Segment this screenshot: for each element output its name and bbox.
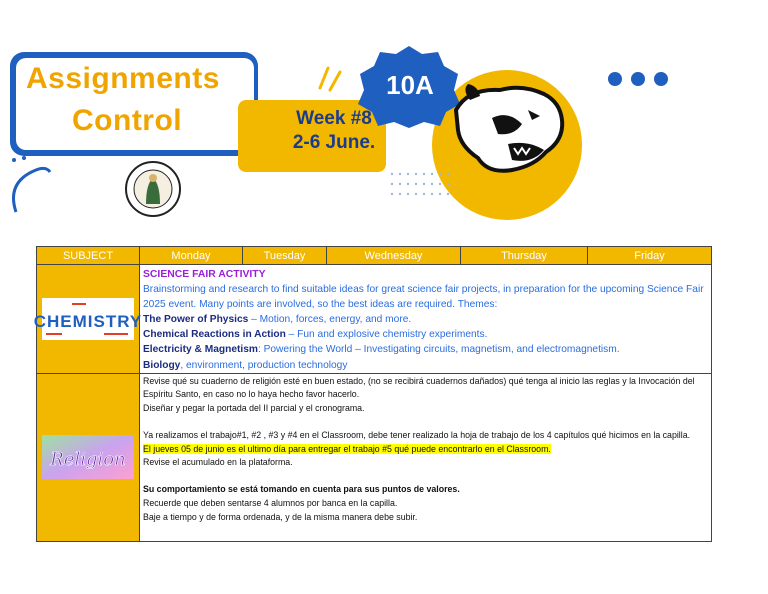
religion-line-7: Recuerde que deben sentarse 4 alumnos por banca en la capilla. [143, 498, 398, 508]
religion-logo [42, 435, 134, 479]
decorative-dot-grid-icon [388, 170, 460, 206]
religion-line-8: Baje a tiempo y de forma ordenada, y de la misma manera debe subir. [143, 511, 418, 522]
decorative-slashes-icon [316, 62, 346, 92]
header-friday: Friday [588, 247, 712, 265]
header-wednesday: Wednesday [327, 247, 461, 265]
decorative-dots-icon [606, 70, 670, 88]
chemistry-logo [33, 298, 143, 340]
assignments-table [33, 246, 712, 542]
table-row-religion [37, 373, 712, 541]
bear-mascot-icon [448, 80, 566, 176]
group-label: 10A [386, 70, 434, 100]
week-dates: 2-6 June. [292, 132, 376, 153]
religion-line-5: Revise el acumulado en la plataforma. [143, 457, 293, 468]
chemistry-theme-1: The Power of Physics – Motion, forces, energy, and more. [143, 314, 412, 326]
religion-logo-text: Religion [50, 449, 126, 471]
religion-content [140, 373, 712, 541]
religion-line-3: Ya realizamos el trabajo#1, #2 , #3 y #4 en el Classroom, debe tener realizado la hoja de trabajo de los 4 capítulos qué hicimos en la capilla. [143, 430, 691, 441]
header-subject: SUBJECT [37, 247, 140, 265]
week-number: Week #8 [296, 108, 372, 129]
page-title-line2: Control [72, 104, 183, 137]
subject-cell-chemistry [33, 265, 143, 374]
chemistry-activity-title: SCIENCE FAIR ACTIVITY [143, 269, 266, 280]
chemistry-theme-3: Electricity & Magnetism: Powering the World – Investigating circuits, magnetism, and electromagnetism. [143, 344, 620, 356]
chemistry-logo-text: CHEMISTRY [33, 311, 143, 331]
chemistry-intro: Brainstorming and research to find suitable ideas for great science fair projects, in preparation for the upcoming Science Fair 2025 event. Many points are involved, so the best ideas are required. Themes: [143, 284, 704, 311]
header-monday: Monday [140, 247, 243, 265]
chemistry-theme-4: Biology, environment, production technology [143, 359, 348, 371]
table-header-row [37, 247, 712, 265]
chemistry-theme-2: Chemical Reactions in Action – Fun and explosive chemistry experiments. [143, 329, 488, 341]
header-tuesday: Tuesday [243, 247, 327, 265]
religion-line-4: El jueves 05 de junio es el ultimo día para entregar el trabajo #5 qué puede encontrarlo en el Classroom. [143, 443, 551, 454]
school-seal-logo [124, 160, 182, 218]
religion-line-1: Revise qué su cuaderno de religión esté en buen estado, (no se recibirá cuadernos dañados) qué tenga al inicio las reglas y la Invocación del Espíritu Santo, en caso no lo haya hecho favor hacerlo. [143, 375, 695, 400]
subject-cell-religion [37, 373, 140, 541]
header-thursday: Thursday [461, 247, 588, 265]
religion-line-2: Diseñar y pegar la portada del II parcial y el cronograma. [143, 402, 365, 413]
table-row-chemistry [37, 265, 712, 374]
religion-line-6: Su comportamiento se está tomando en cuenta para sus puntos de valores. [143, 484, 460, 495]
chemistry-content [140, 265, 712, 374]
page-title-line1: Assignments [26, 62, 220, 95]
